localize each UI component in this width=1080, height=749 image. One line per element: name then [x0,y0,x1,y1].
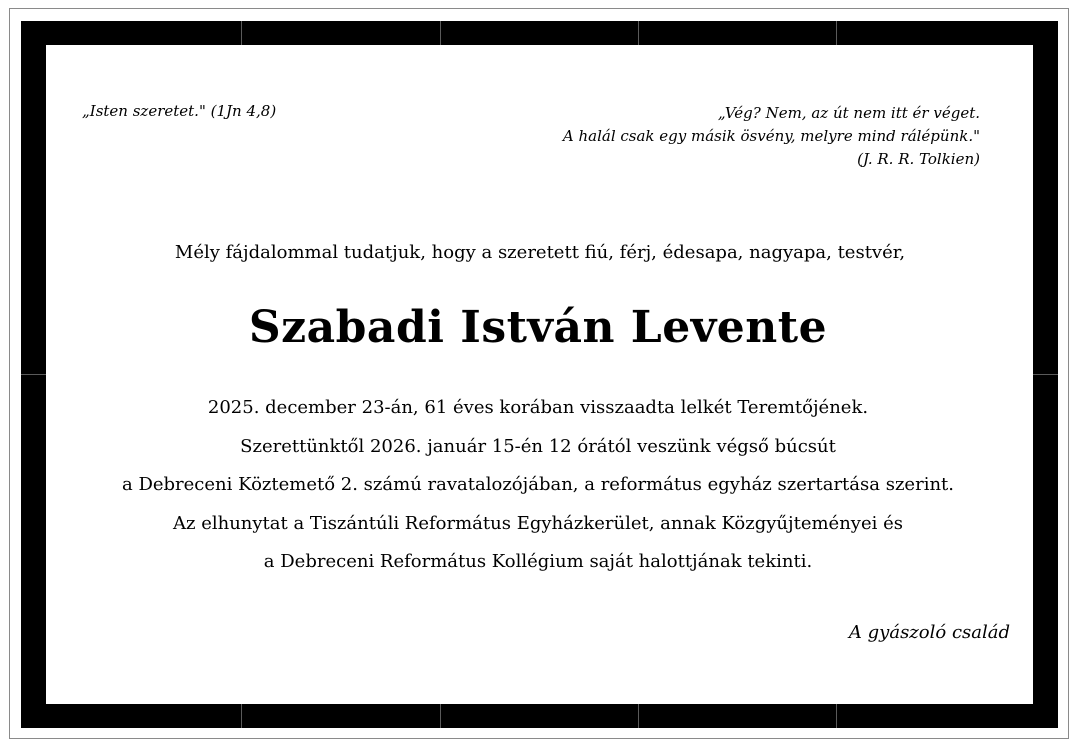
body-line: 2025. december 23-án, 61 éves korában visszaadta lelkét Teremtőjének. [207,397,869,418]
family-signature: A gyászoló család [848,622,1010,643]
border-seam [241,21,242,45]
border-seam [638,21,639,45]
quote-attribution: (J. R. R. Tolkien) [857,150,980,168]
border-seam [1033,374,1058,375]
tolkien-quote [563,102,980,171]
body-line: Az elhunytat a Tiszántúli Református Egyházkerület, annak Közgyűjteményei és [173,512,903,534]
deceased-name: Szabadi István Levente [248,302,828,353]
quote-line: A halál csak egy másik ösvény, melyre mind rálépünk." [562,127,980,145]
announcement-intro: Mély fájdalommal tudatjuk, hogy a szeretett fiú, férj, édesapa, nagyapa, testvér, [174,242,906,263]
border-seam [836,21,837,45]
border-seam [440,21,441,45]
announcement-body [0,389,1076,582]
body-line: Szerettünktől 2026. január 15-én 12 órától veszünk végső búcsút [240,435,836,457]
border-seam [440,704,441,728]
body-line: a Debreceni Köztemető 2. számú ravatalozójában, a református egyház szertartása szerint. [121,474,954,495]
bible-motto: „Isten szeretet." (1Jn 4,8) [82,102,277,120]
quote-line: „Vég? Nem, az út nem itt ér véget. [717,104,980,122]
border-seam [241,704,242,728]
border-seam [638,704,639,728]
body-line: a Debreceni Református Kollégium saját halottjának tekinti. [263,551,813,572]
border-seam [21,374,46,375]
border-seam [836,704,837,728]
